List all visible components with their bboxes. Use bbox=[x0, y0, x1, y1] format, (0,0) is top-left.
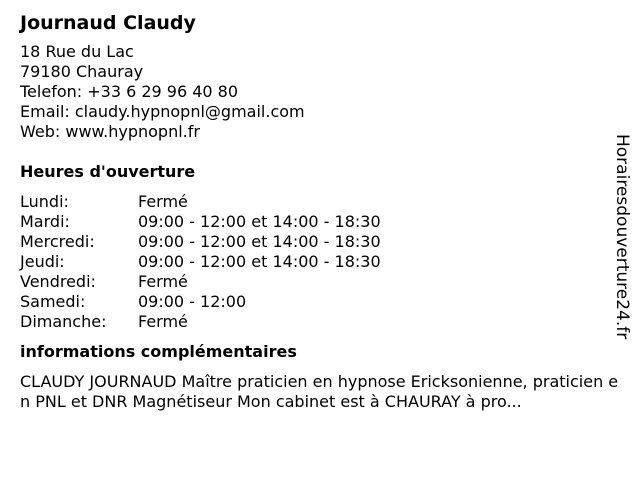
business-name: Journaud Claudy bbox=[20, 12, 196, 34]
day-hours: 09:00 - 12:00 bbox=[138, 292, 247, 311]
hours-row bbox=[20, 232, 610, 252]
day-hours: 09:00 - 12:00 et 14:00 - 18:30 bbox=[138, 232, 381, 251]
address-street: 18 Rue du Lac bbox=[20, 42, 134, 61]
contact-block bbox=[20, 42, 610, 142]
day-label: Samedi: bbox=[20, 292, 86, 311]
day-hours: Fermé bbox=[138, 272, 188, 291]
info-description: CLAUDY JOURNAUD Maître praticien en hypnose Ericksonienne, praticien en PNL et DNR Magnétiseur Mon cabinet est à CHAURAY à pro... bbox=[20, 372, 619, 411]
day-hours: Fermé bbox=[138, 312, 188, 331]
day-label: Lundi: bbox=[20, 192, 69, 211]
day-label: Mardi: bbox=[20, 212, 70, 231]
phone-text: Telefon: +33 6 29 96 40 80 bbox=[20, 82, 239, 101]
day-hours: 09:00 - 12:00 et 14:00 - 18:30 bbox=[138, 212, 381, 231]
hours-heading: Heures d'ouverture bbox=[20, 162, 196, 181]
business-card bbox=[20, 10, 619, 412]
day-label: Jeudi: bbox=[20, 252, 65, 271]
day-label: Dimanche: bbox=[20, 312, 107, 331]
site-watermark: Horairesdouverture24.fr bbox=[612, 134, 632, 340]
hours-row bbox=[20, 292, 610, 312]
info-heading: informations complémentaires bbox=[20, 342, 297, 361]
hours-row bbox=[20, 272, 610, 292]
website-text: Web: www.hypnopnl.fr bbox=[20, 122, 200, 141]
hours-row bbox=[20, 312, 610, 332]
address-city: 79180 Chauray bbox=[20, 62, 144, 81]
email-text: Email: claudy.hypnopnl@gmail.com bbox=[20, 102, 305, 121]
hours-row bbox=[20, 212, 610, 232]
hours-row bbox=[20, 252, 610, 272]
day-hours: Fermé bbox=[138, 192, 188, 211]
day-hours: 09:00 - 12:00 et 14:00 - 18:30 bbox=[138, 252, 381, 271]
hours-table bbox=[20, 192, 610, 332]
day-label: Mercredi: bbox=[20, 232, 95, 251]
day-label: Vendredi: bbox=[20, 272, 96, 291]
hours-row bbox=[20, 192, 610, 212]
